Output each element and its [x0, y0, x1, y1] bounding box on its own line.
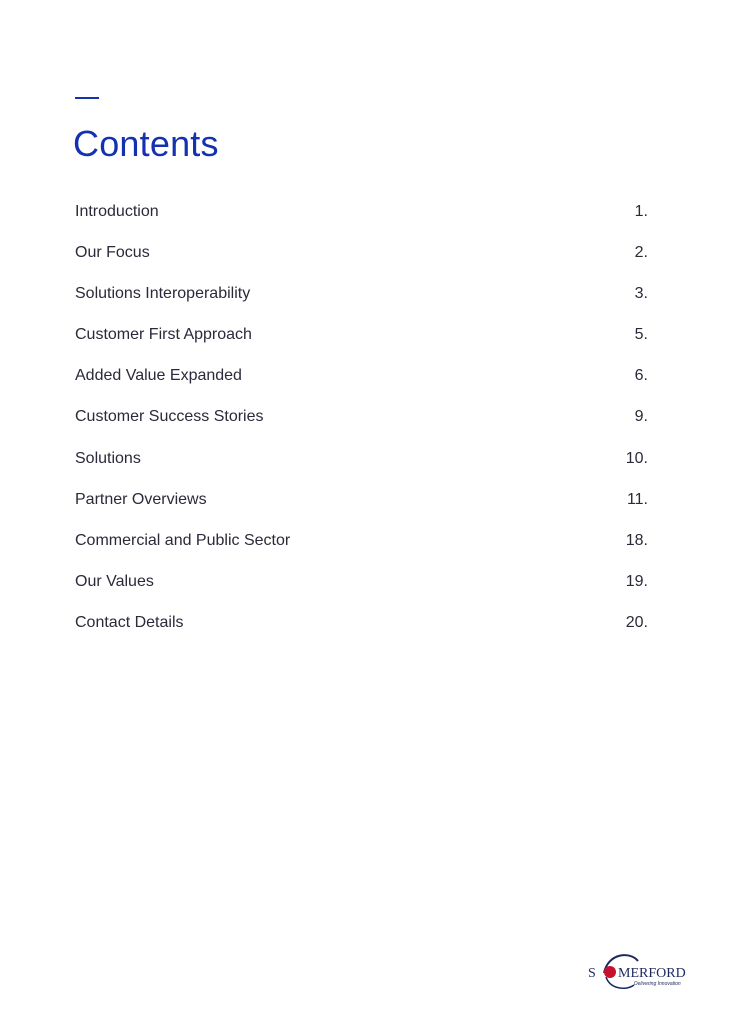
toc-entry-label: Contact Details — [75, 613, 184, 631]
logo-wordmark-rest: MERFORD — [618, 966, 686, 981]
toc-entry-page: 5. — [634, 326, 648, 344]
toc-entry-page: 1. — [634, 203, 648, 220]
toc-entry-label: Solutions Interoperability — [75, 285, 251, 303]
toc-entry-label: Customer Success Stories — [75, 408, 264, 426]
toc-entry-label: Added Value Expanded — [75, 367, 242, 385]
toc-entry[interactable] — [75, 406, 648, 447]
toc-entry-label: Customer First Approach — [75, 326, 252, 344]
toc-entry[interactable] — [75, 612, 648, 653]
toc-entry-label: Our Focus — [75, 244, 150, 262]
toc-entry[interactable] — [75, 448, 648, 489]
toc-entry-page: 18. — [625, 531, 648, 549]
toc-entry-page: 11. — [626, 490, 648, 508]
toc-entry-page: 2. — [634, 244, 648, 262]
toc-entry-page: 3. — [634, 285, 648, 303]
toc-entry-page: 10. — [625, 449, 648, 467]
logo-tagline: Delivering Innovation — [634, 981, 681, 987]
toc-entry-label: Commercial and Public Sector — [75, 531, 291, 549]
toc-entry-label: Introduction — [75, 203, 159, 220]
somerford-logo — [586, 947, 696, 993]
logo-red-dot — [604, 966, 616, 978]
title-accent-dash — [75, 97, 99, 99]
toc-entry[interactable] — [75, 324, 648, 365]
toc-entry[interactable] — [75, 571, 648, 612]
toc-entry-page: 6. — [634, 367, 648, 385]
toc-entry[interactable] — [75, 489, 648, 530]
toc-entry-page: 20. — [625, 613, 648, 631]
toc-entry-label: Partner Overviews — [75, 490, 207, 508]
toc-entry-label: Our Values — [75, 572, 154, 590]
table-of-contents — [75, 201, 648, 653]
toc-entry[interactable] — [75, 530, 648, 571]
toc-entry[interactable] — [75, 242, 648, 283]
toc-entry[interactable] — [75, 365, 648, 406]
toc-entry[interactable] — [75, 201, 648, 242]
toc-entry-page: 19. — [625, 572, 648, 590]
page-title: Contents — [73, 123, 219, 164]
logo-letter-s: S — [588, 966, 596, 981]
toc-entry-label: Solutions — [75, 449, 141, 467]
toc-entry-page: 9. — [634, 408, 648, 426]
toc-entry[interactable] — [75, 283, 648, 324]
